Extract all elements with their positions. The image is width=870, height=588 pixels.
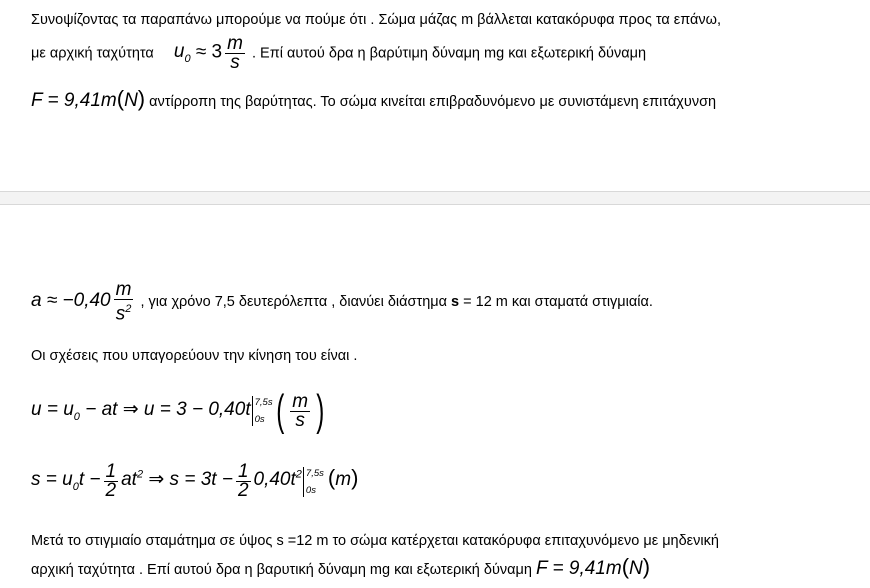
velocity-unit-fraction: $\frac{m}{s}$ [227,33,243,73]
acceleration-equation: a ≈ −0,40 [31,290,111,311]
velocity-equation: $u = u_0$ − at ⇒ u = 3 − 0,40t [31,398,251,423]
distance-unit: (m) [327,465,359,491]
page-separator [0,191,870,205]
distance-equation-c: $0,40t^2$ [253,469,302,491]
distance-limits: 7,5s 0s [303,467,324,497]
distance-symbol: s [451,294,460,310]
text-line-3 [31,86,716,112]
acceleration-line [31,281,653,323]
descent-force-equation: F = 9,41m(N) [535,554,651,579]
distance-equation-b: $at^2$ ⇒ s = 3t − [121,469,233,491]
acceleration-text-1: , για χρόνο 7,5 δευτερόλεπτα , διανύει διάστημα [140,294,452,310]
descent-line-1: Μετά το στιγμιαίο σταμάτημα σε ύψος s =12 m το σώμα κατέρχεται κατακόρυφα επιταχυνόμενο με μηδενική [31,533,719,549]
force-equation: F = 9,41m(N) [31,86,146,111]
acceleration-unit-fraction: $\frac{m}{s^2}$ [115,279,132,325]
right-paren: ) [316,386,325,435]
text-line-1: Συνοψίζοντας τα παραπάνω μπορούμε να πούμε ότι . Σώμα μάζας m βάλλεται κατακόρυφα προς τα επάνω, [31,12,722,28]
initial-velocity-symbol: $u_0$ [173,41,191,66]
velocity-limits: 7,5s 0s [252,396,273,426]
descent-text: αρχική ταχύτητα . Επί αυτού δρα η βαρυτική δύναμη mg και εξωτερική δύναμη [31,562,532,578]
velocity-eq-unit: $\frac{m}{s}$ [292,390,309,431]
velocity-equation-line [31,386,328,435]
approx-value: ≈ 3 [190,41,223,63]
acceleration-text-2: = 12 m και σταματά στιγμιαία. [459,294,653,310]
distance-equation-line [31,463,358,500]
half-fraction-2: $\frac{1}{2}$ [237,461,249,501]
distance-equation-a: $s = u_0t$ − [31,469,101,494]
descent-line-2 [31,554,650,580]
relations-intro: Οι σχέσεις που υπαγορεύουν την κίνηση του είναι . [31,348,358,364]
text-line-2 [31,35,646,72]
line2-text-b: . Επί αυτού δρα η βαρύτιμη δύναμη mg και εξωτερική δύναμη [251,45,647,62]
left-paren: ( [275,386,284,435]
line3-text: αντίρροπη της βαρύτητας. Το σώμα κινείται επιβραδυνόμενο με συνιστάμενη επιτάχυνση [145,94,717,110]
line2-text-a: με αρχική ταχύτητα [31,45,154,62]
half-fraction-1: $\frac{1}{2}$ [105,461,117,501]
